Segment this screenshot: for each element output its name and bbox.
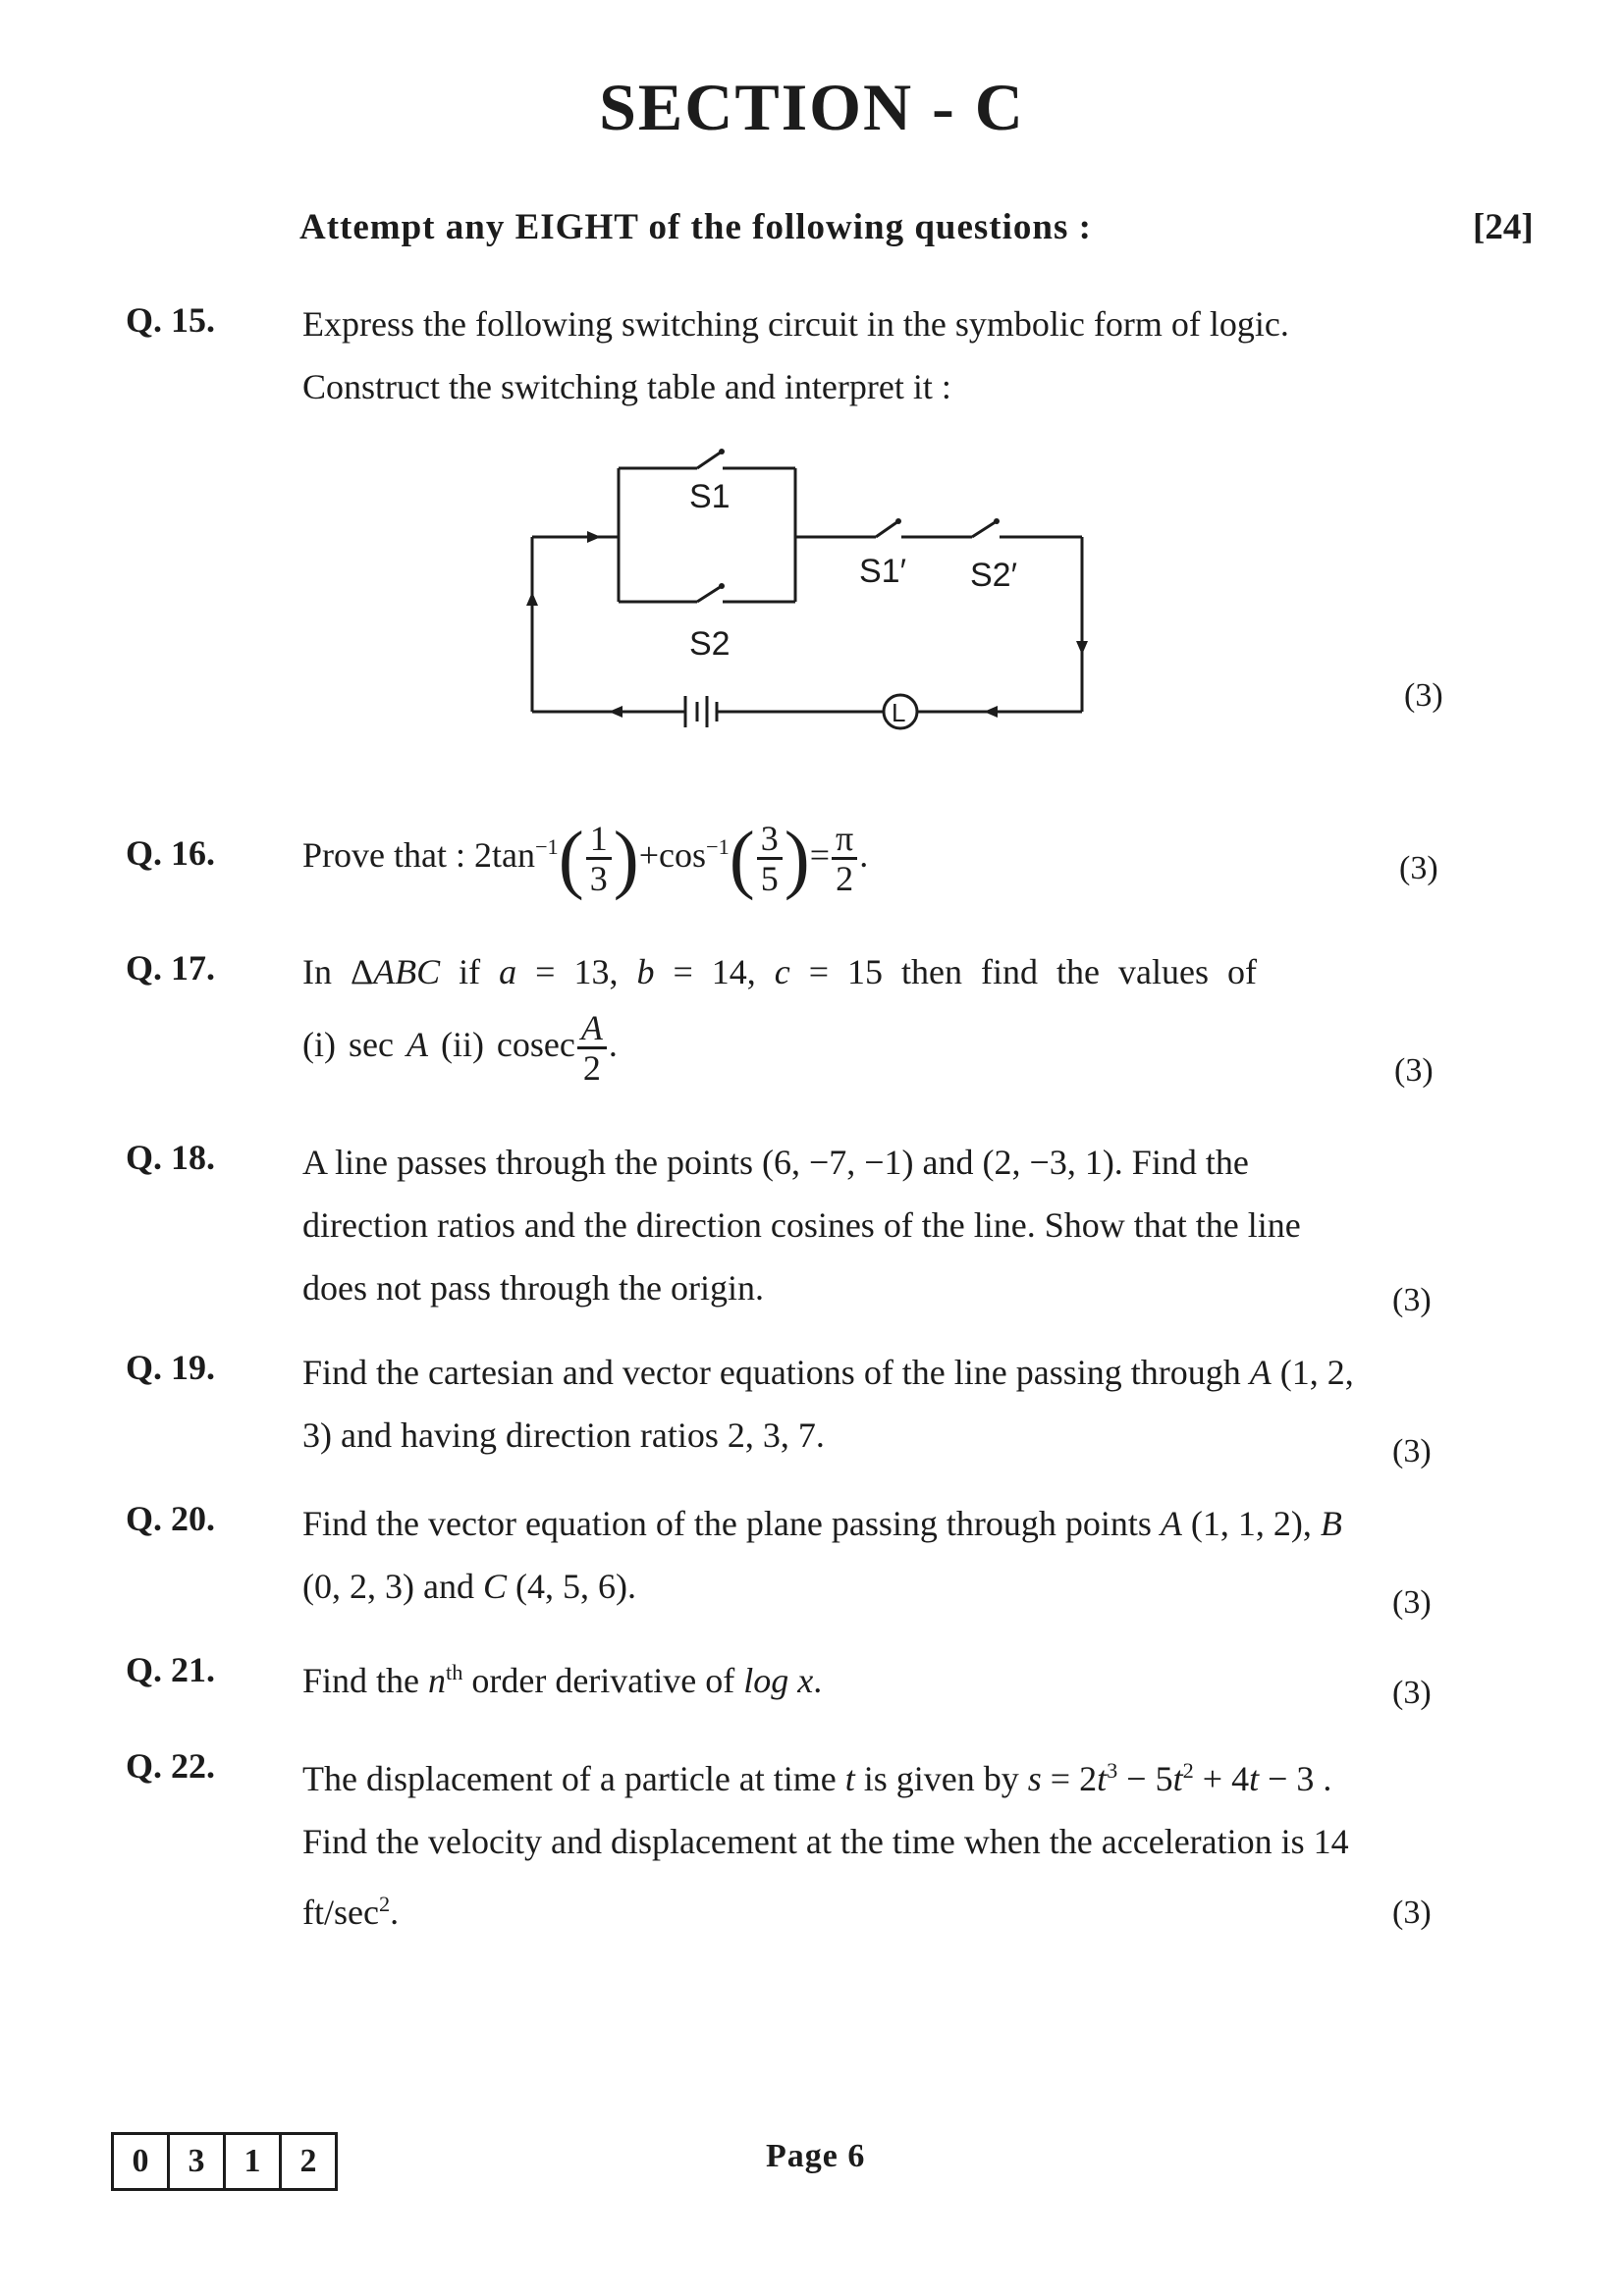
- switch-s2-label: S2: [689, 625, 731, 663]
- question-number: Q. 18.: [126, 1138, 216, 1177]
- question-number: Q. 19.: [126, 1348, 216, 1387]
- question-text: Find the cartesian and vector equations of the line passing through A (1, 2, 3) and having direction ratios 2, 3, 7.: [302, 1353, 1354, 1455]
- question-number: Q. 15.: [126, 300, 216, 340]
- question-text: (i) sec A (ii) cosec $\frac{A}{2}$ .: [302, 1008, 618, 1088]
- question-text: Find the vector equation of the plane passing through points A (1, 1, 2), B (0, 2, 3) and C (4, 5, 6).: [302, 1504, 1342, 1606]
- question-number: Q. 21.: [126, 1650, 216, 1689]
- switch-s1-prime-label: S1′: [859, 553, 906, 590]
- question-number: Q. 22.: [126, 1746, 216, 1786]
- marks: (3): [1404, 677, 1443, 714]
- switch-s2-prime-label: S2′: [970, 557, 1017, 594]
- marks: (3): [1392, 1895, 1432, 1931]
- question-text: A line passes through the points (6, −7, −1) and (2, −3, 1). Find the direction ratios and the direction cosines of the line. Show that the line does not pass through the origin.: [302, 1143, 1301, 1308]
- question-text: Express the following switching circuit in the symbolic form of logic. Construct the switching table and interpret it :: [302, 304, 1289, 406]
- lamp-label: L: [892, 698, 906, 727]
- marks: (3): [1392, 1584, 1432, 1621]
- switch-s1-label: S1: [689, 478, 731, 515]
- paper-code-digit: 0: [114, 2135, 170, 2188]
- section-title: SECTION - C: [599, 70, 1025, 144]
- question-number: Q. 16.: [126, 833, 216, 873]
- paper-code-digit: 3: [170, 2135, 226, 2188]
- paper-code-box: [111, 2132, 338, 2191]
- question-text: In ΔABC if a = 13, b = 14, c = 15 then find the values of: [302, 952, 1257, 991]
- paper-code-digit: 2: [299, 2143, 317, 2179]
- switching-circuit-diagram: [511, 437, 1119, 751]
- question-number: Q. 20.: [126, 1499, 216, 1538]
- question-text: Find the $n^{th}$ order derivative of log x.: [302, 1660, 823, 1700]
- question-number: Q. 17.: [126, 948, 216, 988]
- instruction-text: Attempt any EIGHT of the following questions :: [299, 207, 1092, 247]
- marks: (3): [1392, 1282, 1432, 1318]
- marks: (3): [1394, 1052, 1434, 1089]
- marks: (3): [1392, 1433, 1432, 1469]
- paper-code-digit: 1: [226, 2135, 282, 2188]
- question-text: Prove that : $2\tan^{-1}$( $\frac{1}{3}$ )$+\cos^{-1}$( $\frac{3}{5}$ )= $\frac{\pi}{2}$ .: [302, 815, 869, 901]
- total-marks: [24]: [1473, 207, 1534, 247]
- page-number: Page 6: [766, 2138, 866, 2174]
- marks: (3): [1399, 850, 1438, 886]
- marks: (3): [1392, 1675, 1432, 1711]
- question-text: The displacement of a particle at time t is given by $s = 2t^3 - 5t^2 + 4t - 3$ . Find the velocity and displacement at the time when the acceleration is 14 $ft/\sec^2$.: [302, 1758, 1349, 1932]
